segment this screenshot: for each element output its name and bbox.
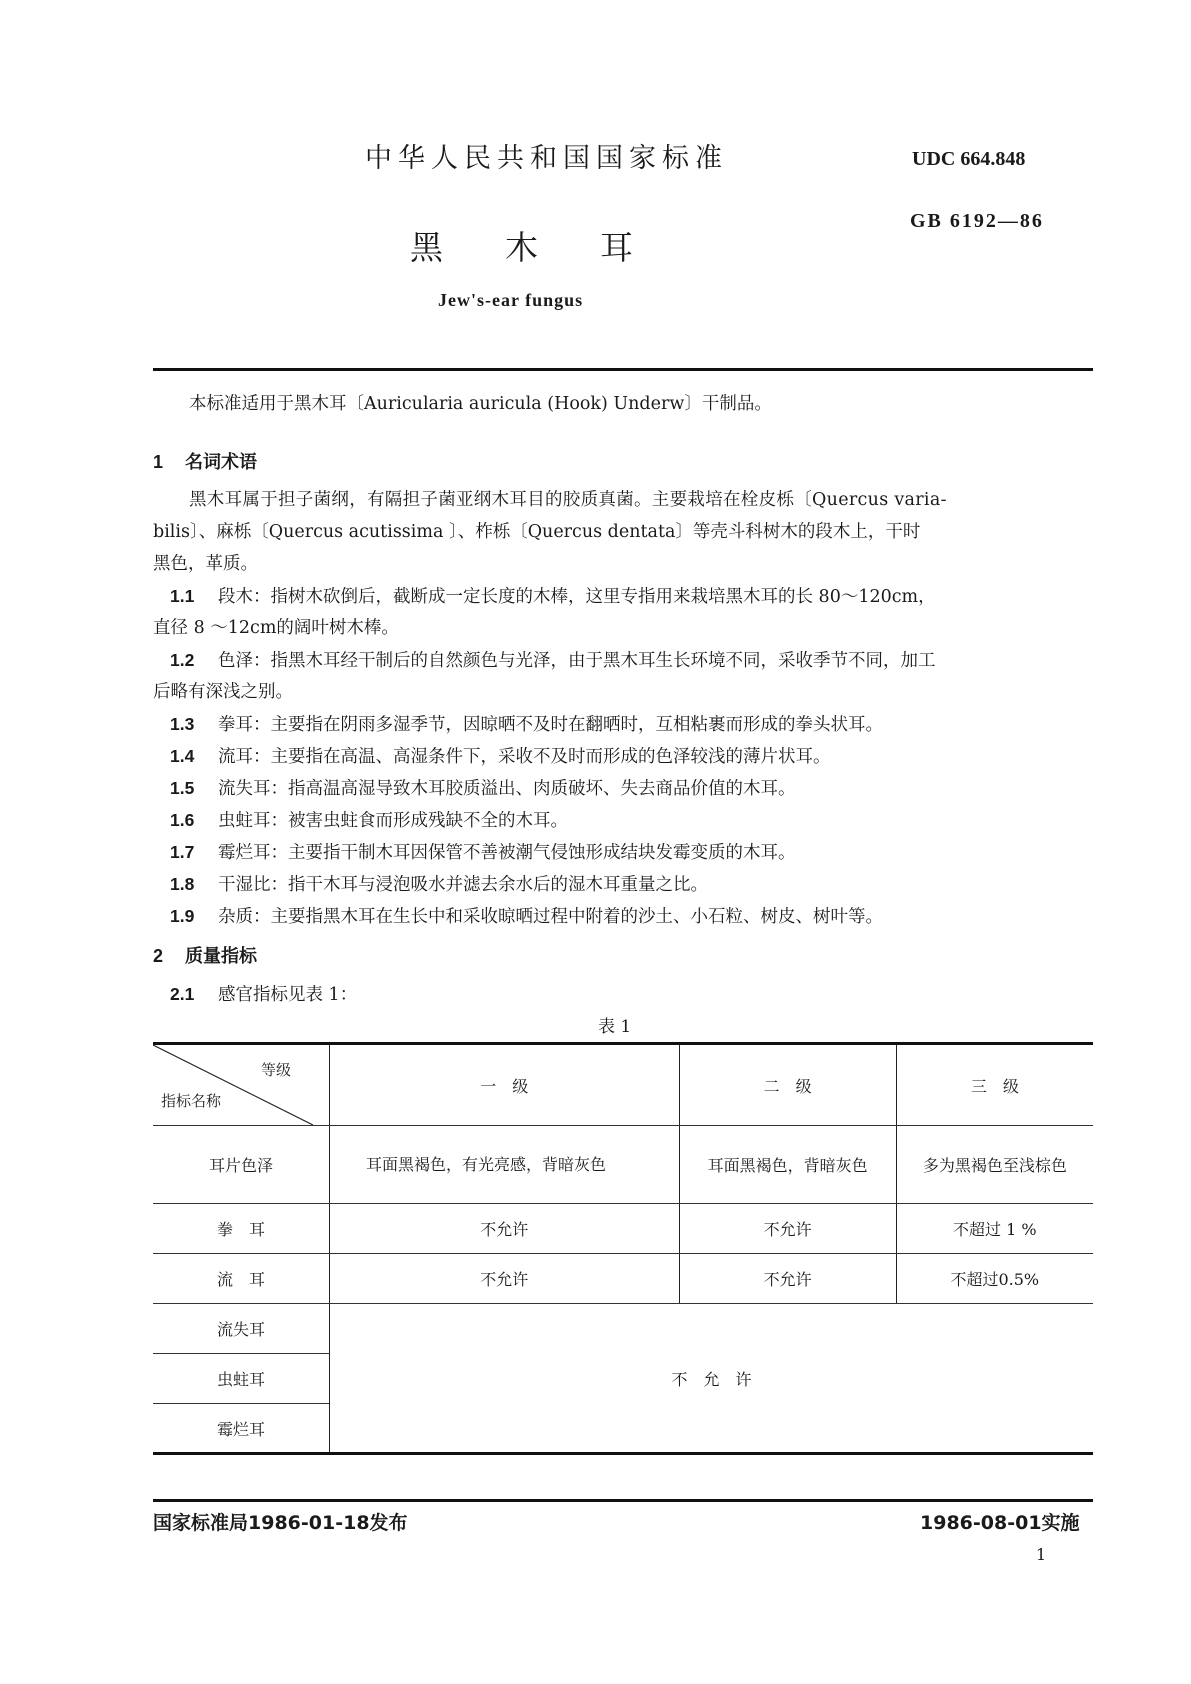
english-title: Jew's-ear fungus <box>438 290 584 310</box>
table-row <box>153 1304 1093 1354</box>
item-number: 1.5 <box>170 778 195 798</box>
table-cell: 不允许 <box>679 1204 896 1254</box>
row-label: 流失耳 <box>153 1304 330 1354</box>
section-title: 名词术语 <box>185 452 257 473</box>
standard-title: 中华人民共和国国家标准 <box>365 143 728 174</box>
section-1-heading <box>153 448 257 474</box>
item-number: 1.2 <box>170 650 195 670</box>
section-number: 2 <box>153 946 164 966</box>
item-text: 拳耳：主要指在阴雨多湿季节，因晾晒不及时在翻晒时，互相粘裹而形成的拳头状耳。 <box>218 715 883 735</box>
term-1-2-cont: 后略有深浅之别。 <box>153 682 293 702</box>
section-number: 1 <box>153 452 164 472</box>
term-1-4 <box>170 740 1083 773</box>
table-cell: 耳面黑褐色，有光亮感，背暗灰色 <box>330 1126 680 1204</box>
term-1-8 <box>170 868 1083 901</box>
item-text: 虫蛀耳：被害虫蛀食而形成残缺不全的木耳。 <box>218 811 568 831</box>
table-cell: 不超过0.5% <box>896 1254 1093 1304</box>
item-text: 感官指标见表 1： <box>218 985 358 1005</box>
quality-table <box>153 1042 1093 1455</box>
corner-grade-label: 等级 <box>260 1061 291 1079</box>
table-row <box>153 1204 1093 1254</box>
effective-date: 1986-08-01实施 <box>920 1512 1080 1534</box>
item-text: 色泽：指黑木耳经干制后的自然颜色与光泽，由于黑木耳生长环境不同，采收季节不同，加工 <box>218 651 936 671</box>
row-label: 虫蛀耳 <box>153 1354 330 1404</box>
page-number: 1 <box>1036 1545 1047 1564</box>
item-text: 霉烂耳：主要指干制木耳因保管不善被潮气侵蚀形成结块发霉变质的木耳。 <box>218 843 796 863</box>
item-text: 流耳：主要指在高温、高湿条件下，采收不及时而形成的色泽较浅的薄片状耳。 <box>218 747 831 767</box>
table-cell: 不允许 <box>679 1254 896 1304</box>
row-label: 拳 耳 <box>153 1204 330 1254</box>
item-number: 1.6 <box>170 810 195 830</box>
definition-line-1: 黑木耳属于担子菌纲，有隔担子菌亚纲木耳目的胶质真菌。主要栽培在栓皮栎〔Quercus varia- <box>189 490 947 510</box>
item-text: 流失耳：指高温高湿导致木耳胶质溢出、肉质破坏、失去商品价值的木耳。 <box>218 779 796 799</box>
term-1-2 <box>170 644 1083 677</box>
item-text: 段木：指树木砍倒后，截断成一定长度的木棒，这里专指用来栽培黑木耳的长 80～120cm， <box>218 587 936 607</box>
term-1-1-cont: 直径 8 ～12cm的阔叶树木棒。 <box>153 618 399 638</box>
term-1-5 <box>170 772 1083 805</box>
item-text: 干湿比：指干木耳与浸泡吸水并滤去余水后的湿木耳重量之比。 <box>218 875 708 895</box>
intro-paragraph: 本标准适用于黑木耳〔Auricularia auricula (Hook) Underw〕干制品。 <box>189 394 772 414</box>
item-number: 1.9 <box>170 906 195 926</box>
row-label: 流 耳 <box>153 1254 330 1304</box>
item-number: 1.4 <box>170 746 195 766</box>
document-title: 黑木耳 <box>410 228 695 267</box>
item-text: 杂质：主要指黑木耳在生长中和采收晾晒过程中附着的沙土、小石粒、树皮、树叶等。 <box>218 907 883 927</box>
footer-rule <box>153 1499 1093 1502</box>
header-grade-1: 一 级 <box>330 1044 680 1126</box>
header-rule <box>153 368 1093 371</box>
definition-line-2: bilis〕、麻栎〔Quercus acutissima 〕、柞栎〔Quercus dentata〕等壳斗科树木的段木上，干时 <box>153 522 921 542</box>
term-1-9 <box>170 900 1083 933</box>
table-cell: 不允许 <box>330 1254 680 1304</box>
table-row <box>153 1126 1093 1204</box>
table-row <box>153 1254 1093 1304</box>
item-number: 1.1 <box>170 586 195 606</box>
gb-number: GB 6192—86 <box>910 210 1044 232</box>
term-1-7 <box>170 836 1083 869</box>
issue-date: 国家标准局1986-01-18发布 <box>153 1512 408 1534</box>
section-title: 质量指标 <box>185 946 257 967</box>
udc-code: UDC 664.848 <box>912 148 1026 170</box>
row-label: 霉烂耳 <box>153 1404 330 1454</box>
term-1-6 <box>170 804 1083 837</box>
corner-indicator-label: 指标名称 <box>161 1092 222 1110</box>
item-2-1 <box>170 978 1083 1011</box>
corner-header-cell <box>153 1044 330 1126</box>
table-cell: 不允许 <box>330 1204 680 1254</box>
term-1-3 <box>170 708 1083 741</box>
term-1-1 <box>170 580 1083 613</box>
item-number: 1.8 <box>170 874 195 894</box>
merged-not-allowed-cell: 不 允 许 <box>330 1304 1094 1454</box>
item-number: 1.3 <box>170 714 195 734</box>
table-header-row <box>153 1044 1093 1126</box>
table-cell: 不超过 1 % <box>896 1204 1093 1254</box>
section-2-heading <box>153 942 257 968</box>
header-grade-2: 二 级 <box>679 1044 896 1126</box>
header-grade-3: 三 级 <box>896 1044 1093 1126</box>
item-number: 1.7 <box>170 842 195 862</box>
table-cell: 耳面黑褐色，背暗灰色 <box>679 1126 896 1204</box>
row-label: 耳片色泽 <box>153 1126 330 1204</box>
diagonal-line <box>153 1045 313 1125</box>
table-caption: 表 1 <box>598 1017 632 1037</box>
definition-line-3: 黑色，革质。 <box>153 554 258 574</box>
table-cell: 多为黑褐色至浅棕色 <box>896 1126 1093 1204</box>
item-number: 2.1 <box>170 984 195 1004</box>
